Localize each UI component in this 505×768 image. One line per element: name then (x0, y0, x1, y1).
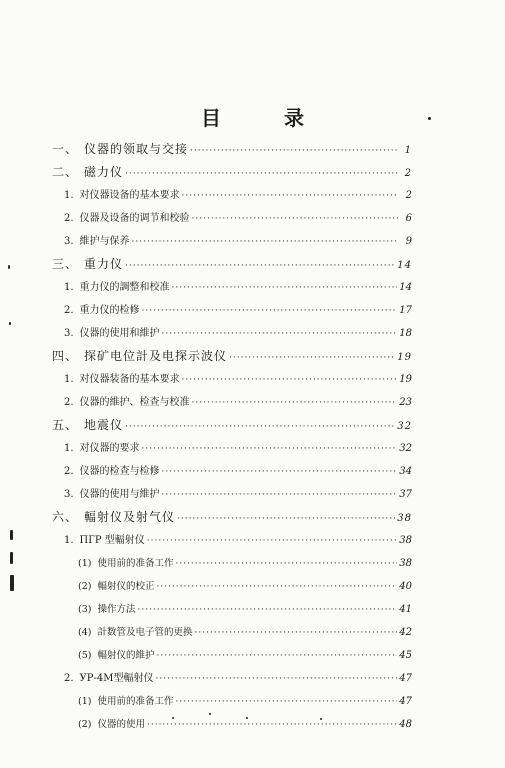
toc-entry-number: 四、 (52, 349, 79, 363)
toc-entry-number: 2. (64, 466, 74, 477)
toc-entry (52, 230, 412, 253)
toc-entry-number: (2) (78, 719, 92, 730)
toc-entry-title: 对仪器设备的基本要求 (79, 190, 180, 201)
toc-entry (52, 644, 412, 667)
dot-leader (182, 185, 398, 208)
dot-leader (147, 714, 397, 737)
toc-entry-title: 輻射仪及射气仪 (84, 510, 176, 524)
toc-entry-number: 一、 (52, 142, 79, 156)
toc-entry-page: 34 (399, 466, 412, 477)
toc-entry-title: 操作方法 (97, 604, 136, 615)
toc-entry-page: 2 (405, 190, 412, 201)
dot-leader (162, 461, 398, 484)
scan-speck (246, 717, 248, 719)
dot-leader (175, 553, 397, 576)
toc-entry-number: 六、 (52, 510, 79, 524)
toc-entry-title: 对仪器的要求 (79, 443, 140, 454)
toc-entry-number: (4) (78, 627, 92, 638)
toc-entry-title: 輻射仪的校正 (97, 581, 155, 592)
toc-entry (52, 690, 412, 713)
toc-entry-title: 地震仪 (84, 418, 124, 432)
toc-entry-number: 三、 (52, 257, 79, 271)
toc-entry-page: 37 (399, 489, 412, 500)
dot-leader (142, 300, 398, 323)
dot-leader (125, 255, 395, 278)
toc-entry (52, 368, 412, 391)
dot-leader (162, 484, 398, 507)
toc-entry-page: 14 (397, 260, 412, 271)
toc-entry-title: 仪器的使用和維护 (79, 328, 160, 339)
toc-entry (52, 713, 412, 736)
scan-speck (320, 718, 322, 720)
toc-entry-number: 1. (64, 535, 74, 546)
binding-mark (10, 552, 13, 564)
toc-entry (52, 460, 412, 483)
dot-leader (192, 208, 398, 231)
toc-entry-number: 2. (64, 213, 74, 224)
scan-speck (172, 717, 174, 719)
toc-entry-page: 23 (399, 397, 412, 408)
toc-entry-page: 48 (399, 719, 412, 730)
toc-entry-title: 輻射仪的維护 (97, 650, 155, 661)
toc-entry-number: (5) (78, 650, 92, 661)
toc-entry-number: 2. (64, 397, 74, 408)
toc-entry (52, 345, 412, 368)
toc-entry-title: 重力仪 (84, 257, 124, 271)
binding-mark (10, 575, 14, 591)
scan-speck (209, 713, 211, 715)
table-of-contents (52, 138, 412, 736)
toc-entry-page: 45 (399, 650, 412, 661)
toc-entry-number: 二、 (52, 165, 79, 179)
toc-entry-page: 41 (399, 604, 412, 615)
toc-entry-number: 1. (64, 190, 74, 201)
toc-entry-number: (1) (78, 558, 92, 569)
toc-entry-number: (1) (78, 696, 92, 707)
toc-entry-page: 38 (397, 513, 412, 524)
dot-leader (125, 163, 398, 186)
toc-entry-page: 18 (399, 328, 412, 339)
dot-leader (229, 347, 395, 370)
dot-leader (175, 691, 397, 714)
toc-entry-title: 維护与保养 (79, 236, 130, 247)
toc-entry-page: 17 (399, 305, 412, 316)
toc-entry (52, 506, 412, 529)
toc-entry-page: 14 (399, 282, 412, 293)
dot-leader (142, 438, 398, 461)
toc-entry (52, 575, 412, 598)
dot-leader (162, 323, 398, 346)
binding-mark (10, 530, 13, 540)
page-title: 目 录 (201, 106, 332, 130)
toc-entry (52, 299, 412, 322)
toc-entry-title: 仪器及设备的调节和校验 (79, 213, 190, 224)
toc-entry-title: 对仪器装备的基本要求 (79, 374, 180, 385)
dot-leader (177, 508, 395, 531)
toc-entry (52, 414, 412, 437)
toc-entry (52, 437, 412, 460)
toc-entry (52, 138, 412, 161)
dot-leader (192, 392, 398, 415)
toc-entry (52, 552, 412, 575)
dot-leader (172, 277, 398, 300)
toc-entry-number: 3. (64, 328, 74, 339)
toc-entry-page: 32 (397, 421, 412, 432)
toc-entry-page: 6 (405, 213, 412, 224)
toc-entry-page: 42 (399, 627, 412, 638)
toc-entry-title: 仪器的使用与維护 (79, 489, 160, 500)
dot-leader (194, 622, 397, 645)
dot-leader (156, 576, 397, 599)
toc-entry-page: 38 (399, 558, 412, 569)
toc-entry (52, 322, 412, 345)
toc-entry-page: 1 (404, 145, 412, 156)
scan-speck (428, 117, 431, 120)
dot-leader (147, 530, 397, 553)
toc-entry-page: 38 (399, 535, 412, 546)
scan-speck (9, 322, 11, 325)
toc-entry-title: 重力仪的检修 (79, 305, 140, 316)
toc-entry-number: 3. (64, 489, 74, 500)
toc-entry-title: 仪器的使用 (97, 719, 145, 730)
toc-entry-number: 1. (64, 443, 74, 454)
toc-entry-title: 仪器的领取与交接 (84, 142, 189, 156)
toc-entry-title: 使用前的准备工作 (97, 558, 174, 569)
toc-entry (52, 667, 412, 690)
toc-entry-page: 19 (399, 374, 412, 385)
toc-entry-number: (3) (78, 604, 92, 615)
toc-entry-title: 計数管及电子管的更换 (97, 627, 193, 638)
toc-entry-number: (2) (78, 581, 92, 592)
toc-entry-title: 磁力仪 (84, 165, 124, 179)
toc-entry (52, 253, 412, 276)
toc-entry (52, 621, 412, 644)
toc-entry-number: 2. (64, 673, 74, 684)
toc-entry-number: 1. (64, 374, 74, 385)
toc-entry-page: 47 (399, 696, 412, 707)
toc-entry-page: 2 (404, 168, 412, 179)
toc-entry-title: 重力仪的調整和校准 (79, 282, 170, 293)
toc-entry-title: 仪器的維护、检查与校准 (79, 397, 190, 408)
dot-leader (182, 369, 398, 392)
toc-entry (52, 483, 412, 506)
toc-entry (52, 207, 412, 230)
toc-entry-title: УР-4M型輻射仪 (79, 673, 154, 684)
dot-leader (190, 140, 398, 163)
toc-entry-number: 1. (64, 282, 74, 293)
toc-entry (52, 184, 412, 207)
dot-leader (132, 231, 398, 254)
toc-entry (52, 161, 412, 184)
dot-leader (155, 668, 397, 691)
toc-entry-page: 32 (399, 443, 412, 454)
toc-entry-title: 使用前的准备工作 (97, 696, 174, 707)
toc-entry-number: 3. (64, 236, 74, 247)
toc-entry-title: 仪器的检查与检修 (79, 466, 160, 477)
toc-entry-page: 40 (399, 581, 412, 592)
dot-leader (125, 416, 395, 439)
toc-entry-page: 47 (399, 673, 412, 684)
toc-entry-number: 2. (64, 305, 74, 316)
scan-speck (8, 265, 10, 269)
dot-leader (156, 645, 397, 668)
toc-entry-title: ПГР 型輻射仪 (79, 535, 145, 546)
toc-entry (52, 276, 412, 299)
toc-entry-page: 9 (405, 236, 412, 247)
toc-entry (52, 598, 412, 621)
dot-leader (137, 599, 397, 622)
toc-entry-page: 19 (397, 352, 412, 363)
toc-entry-title: 探矿电位計及电探示波仪 (84, 349, 228, 363)
toc-entry (52, 391, 412, 414)
toc-entry-number: 五、 (52, 418, 79, 432)
toc-entry (52, 529, 412, 552)
